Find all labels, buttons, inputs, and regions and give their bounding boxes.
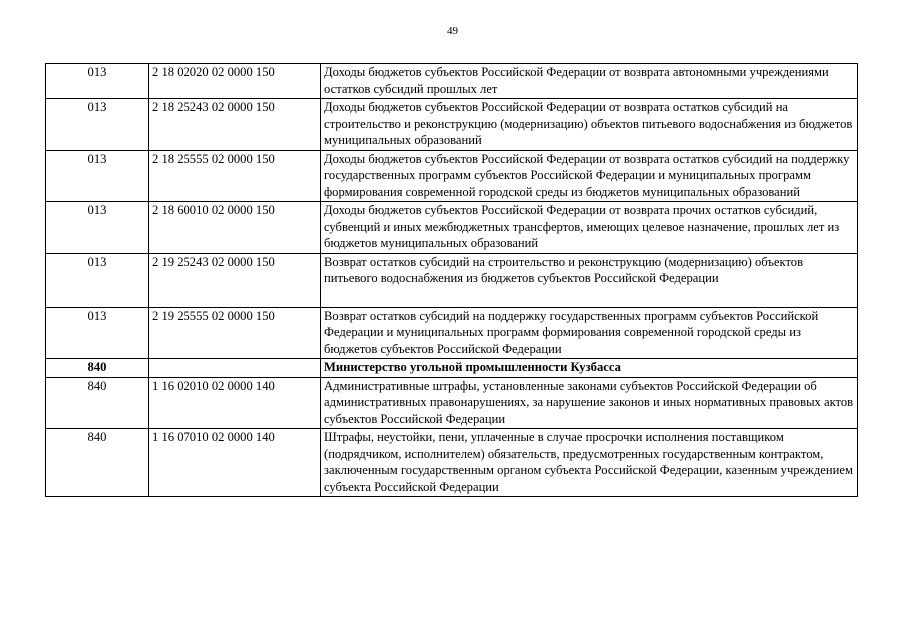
admin-code-cell: 013	[46, 253, 149, 307]
budget-classification-table	[45, 63, 858, 497]
description-cell: Доходы бюджетов субъектов Российской Федерации от возврата остатков субсидий на строительство и реконструкцию (модернизацию) объектов питьевого водоснабжения из бюджетов муниципальных образований	[321, 99, 858, 151]
kbk-code-cell: 1 16 07010 02 0000 140	[149, 429, 321, 497]
admin-code-cell: 840	[46, 377, 149, 429]
page-number: 49	[447, 25, 458, 37]
kbk-code-cell: 2 19 25555 02 0000 150	[149, 307, 321, 359]
ministry-name-cell: Министерство угольной промышленности Кузбасса	[321, 359, 858, 378]
description-cell: Возврат остатков субсидий на поддержку государственных программ субъектов Российской Федерации и муниципальных программ формирования современной городской среды из бюджетов субъектов Российской Федерации	[321, 307, 858, 359]
kbk-code-cell: 2 18 02020 02 0000 150	[149, 64, 321, 99]
table-row	[46, 99, 858, 151]
table-row	[46, 429, 858, 497]
description-cell: Штрафы, неустойки, пени, уплаченные в случае просрочки исполнения поставщиком (подрядчиком, исполнителем) обязательств, предусмотренных государственным контрактом, заключенным государственным органом субъекта Российской Федерации, казенным учреждением субъекта Российской Федерации	[321, 429, 858, 497]
admin-code-cell: 013	[46, 307, 149, 359]
admin-code-cell: 840	[46, 429, 149, 497]
admin-code-cell: 013	[46, 202, 149, 254]
table-row	[46, 253, 858, 307]
description-cell: Доходы бюджетов субъектов Российской Федерации от возврата остатков субсидий на поддержку государственных программ субъектов Российской Федерации и муниципальных программ формирования современной городской среды из бюджетов муниципальных образований	[321, 150, 858, 202]
kbk-code-cell: 2 18 25243 02 0000 150	[149, 99, 321, 151]
table-row	[46, 377, 858, 429]
admin-code-cell: 840	[46, 359, 149, 378]
kbk-code-cell: 2 18 25555 02 0000 150	[149, 150, 321, 202]
table-row	[46, 64, 858, 99]
admin-code-cell: 013	[46, 64, 149, 99]
kbk-code-cell: 2 18 60010 02 0000 150	[149, 202, 321, 254]
kbk-code-cell	[149, 359, 321, 378]
table-row-section-header	[46, 359, 858, 378]
table-row	[46, 202, 858, 254]
description-cell: Доходы бюджетов субъектов Российской Федерации от возврата прочих остатков субсидий, субвенций и иных межбюджетных трансфертов, имеющих целевое назначение, прошлых лет из бюджетов муниципальных образований	[321, 202, 858, 254]
description-cell: Административные штрафы, установленные законами субъектов Российской Федерации об административных правонарушениях, за нарушение законов и иных нормативных правовых актов субъектов Российской Федерации	[321, 377, 858, 429]
description-cell: Доходы бюджетов субъектов Российской Федерации от возврата автономными учреждениями остатков субсидий прошлых лет	[321, 64, 858, 99]
kbk-code-cell: 2 19 25243 02 0000 150	[149, 253, 321, 307]
admin-code-cell: 013	[46, 150, 149, 202]
kbk-code-cell: 1 16 02010 02 0000 140	[149, 377, 321, 429]
description-cell: Возврат остатков субсидий на строительство и реконструкцию (модернизацию) объектов питьевого водоснабжения из бюджетов субъектов Российской Федерации	[321, 253, 858, 307]
admin-code-cell: 013	[46, 99, 149, 151]
table-row	[46, 150, 858, 202]
table-row	[46, 307, 858, 359]
